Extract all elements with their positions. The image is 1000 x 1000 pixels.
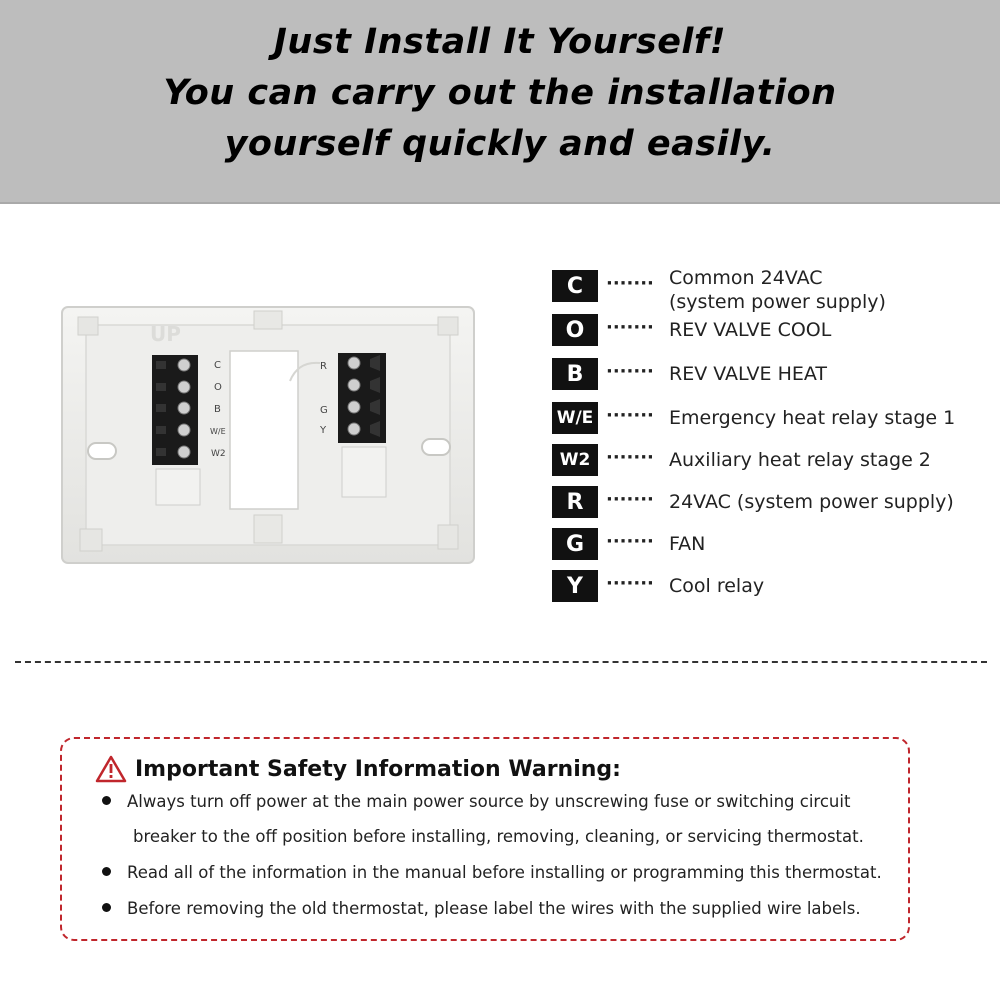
warning-title-text: Important Safety Information Warning: [135,757,621,782]
warning-triangle-icon [95,755,127,783]
terminal-badge-b: B [552,358,598,390]
terminal-badge-y: Y [552,570,598,602]
safety-warning-box [60,737,910,941]
banner-subtitle-line-2: yourself quickly and easily. [224,124,776,164]
legend-desc-o: REV VALVE COOL [669,319,832,341]
header-banner [0,0,1000,204]
terminal-label-b: B [214,404,221,415]
leader-dots: ······· [606,447,654,468]
leader-dots: ······· [606,489,654,510]
legend-desc-c-line2: (system power supply) [669,291,886,313]
legend-desc-c [669,266,886,314]
terminal-label-y: Y [320,425,327,436]
legend-row-b [552,358,992,392]
leader-dots: ······· [606,405,654,426]
terminal-badge-c: C [552,270,598,302]
legend-row-o [552,314,992,348]
wall-plate-illustration [58,303,478,568]
leader-dots: ······· [606,273,654,294]
warning-item-continuation: breaker to the off position before installing, removing, cleaning, or servicing thermostat. [133,827,864,846]
banner-subtitle-line-1: You can carry out the installation [163,73,837,113]
terminal-label-we: W/E [210,427,226,436]
legend-desc-w2: Auxiliary heat relay stage 2 [669,449,931,471]
legend-row-we [552,402,992,436]
legend-row-w2 [552,444,992,478]
terminal-badge-r: R [552,486,598,518]
bullet-dot [102,903,111,912]
terminal-label-g: G [320,405,328,416]
legend-row-y [552,570,992,604]
legend-desc-b: REV VALVE HEAT [669,363,827,385]
warning-item-text: Always turn off power at the main power source by unscrewing fuse or switching circuit [127,792,851,811]
warning-item [102,863,882,882]
bullet-dot [102,796,111,805]
leader-dots: ······· [606,317,654,338]
banner-title: Just Install It Yourself! [273,22,727,62]
warning-item [102,899,861,918]
terminal-label-o: O [214,382,222,393]
section-divider [15,661,987,663]
terminal-label-r: R [320,361,327,372]
terminal-badge-o: O [552,314,598,346]
terminal-badge-g: G [552,528,598,560]
terminal-label-w2: W2 [211,449,226,459]
leader-dots: ······· [606,531,654,552]
up-emboss: UP [150,322,181,346]
bullet-dot [102,867,111,876]
leader-dots: ······· [606,361,654,382]
terminal-label-c: C [214,360,221,371]
legend-desc-c-line1: Common 24VAC [669,267,823,289]
legend-desc-y: Cool relay [669,575,765,597]
warning-item-text: Read all of the information in the manual before installing or programming this thermostat. [127,863,882,882]
legend-row-g [552,528,992,562]
warning-item [102,792,850,811]
legend-desc-g: FAN [669,533,706,555]
legend-row-r [552,486,992,520]
legend-desc-r: 24VAC (system power supply) [669,491,954,513]
legend-desc-we: Emergency heat relay stage 1 [669,407,956,429]
warning-title [97,757,621,782]
leader-dots: ······· [606,573,654,594]
terminal-badge-w2: W2 [552,444,598,476]
thermostat-wall-plate [58,303,478,568]
warning-item-text: Before removing the old thermostat, please label the wires with the supplied wire labels. [127,899,861,918]
terminal-badge-we: W/E [552,402,598,434]
legend-row-c [552,267,992,313]
